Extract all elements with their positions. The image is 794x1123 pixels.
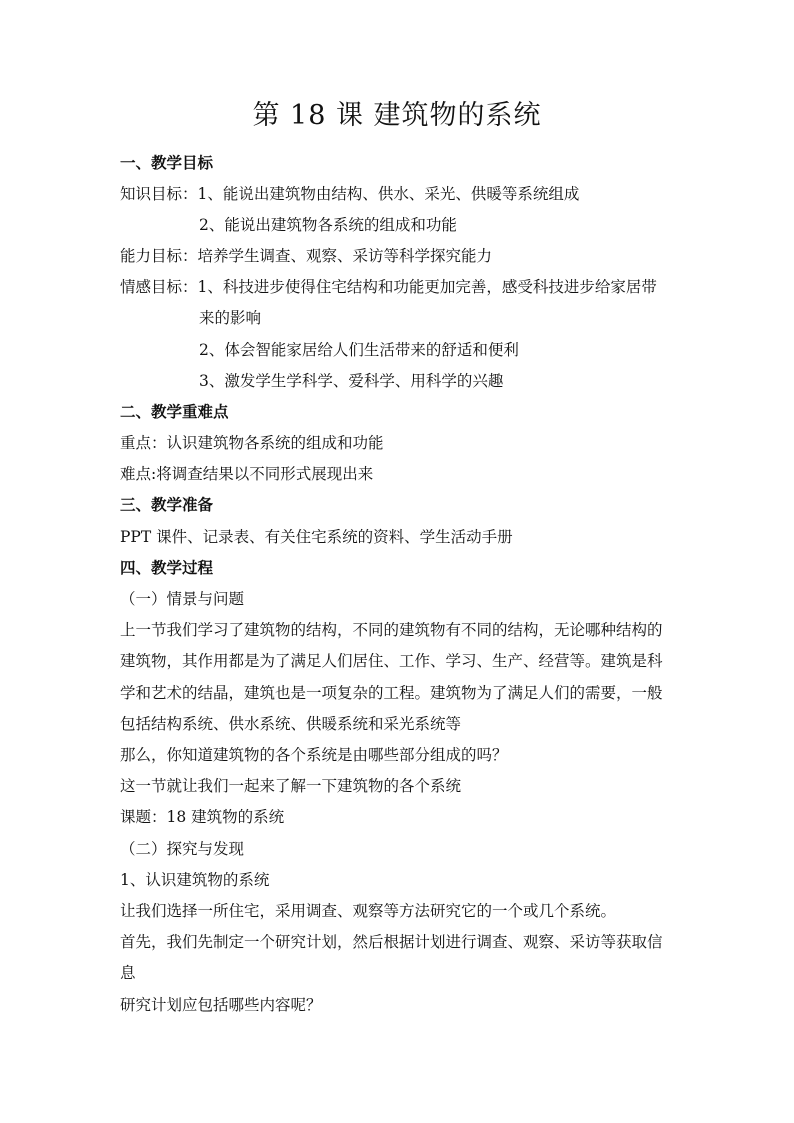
page-title: 第 18 课 建筑物的系统 [252, 100, 542, 131]
paragraph-topic: 课题：18 建筑物的系统 [120, 808, 285, 826]
preparation-items: PPT 课件、记录表、有关住宅系统的资料、学生活动手册 [120, 528, 513, 546]
section-heading-key-points: 二、教学重难点 [120, 403, 229, 421]
emotion-objective-3: 3、激发学生学科学、爱科学、用科学的兴趣 [199, 372, 504, 390]
paragraph-6-line-2: 息 [120, 964, 136, 982]
paragraph-1-line-4: 包括结构系统、供水系统、供暖系统和采光系统等 [120, 715, 462, 733]
emotion-objective-1a: 情感目标：1、科技进步使得住宅结构和功能更加完善，感受科技进步给家居带 [120, 278, 657, 296]
subsection-explore: （二）探究与发现 [120, 840, 245, 858]
paragraph-1-line-3: 学和艺术的结晶，建筑也是一项复杂的工程。建筑物为了满足人们的需要，一般 [120, 684, 663, 702]
section-heading-objectives: 一、教学目标 [120, 154, 214, 172]
knowledge-objective-2: 2、能说出建筑物各系统的组成和功能 [199, 216, 457, 234]
paragraph-1-line-2: 建筑物，其作用都是为了满足人们居住、工作、学习、生产、经营等。建筑是科 [120, 652, 663, 670]
section-heading-preparation: 三、教学准备 [120, 496, 214, 514]
paragraph-6-line-1: 首先，我们先制定一个研究计划，然后根据计划进行调查、观察、采访等获取信 [120, 933, 663, 951]
paragraph-3: 这一节就让我们一起来了解一下建筑物的各个系统 [120, 777, 462, 795]
item-1: 1、认识建筑物的系统 [120, 871, 270, 889]
paragraph-7: 研究计划应包括哪些内容呢？ [120, 996, 322, 1014]
knowledge-objective-1: 知识目标：1、能说出建筑物由结构、供水、采光、供暖等系统组成 [120, 185, 580, 203]
subsection-scenario: （一）情景与问题 [120, 590, 245, 608]
section-heading-process: 四、教学过程 [120, 559, 214, 577]
difficulty-point: 难点:将调查结果以不同形式展现出来 [120, 465, 374, 483]
paragraph-2: 那么，你知道建筑物的各个系统是由哪些部分组成的吗？ [120, 746, 508, 764]
emotion-objective-1b: 来的影响 [199, 309, 262, 327]
ability-objective: 能力目标：培养学生调查、观察、采访等科学探究能力 [120, 247, 493, 265]
key-point: 重点：认识建筑物各系统的组成和功能 [120, 434, 384, 452]
paragraph-5: 让我们选择一所住宅，采用调查、观察等方法研究它的一个或几个系统。 [120, 902, 617, 920]
paragraph-1-line-1: 上一节我们学习了建筑物的结构，不同的建筑物有不同的结构，无论哪种结构的 [120, 621, 663, 639]
emotion-objective-2: 2、体会智能家居给人们生活带来的舒适和便利 [199, 341, 519, 359]
